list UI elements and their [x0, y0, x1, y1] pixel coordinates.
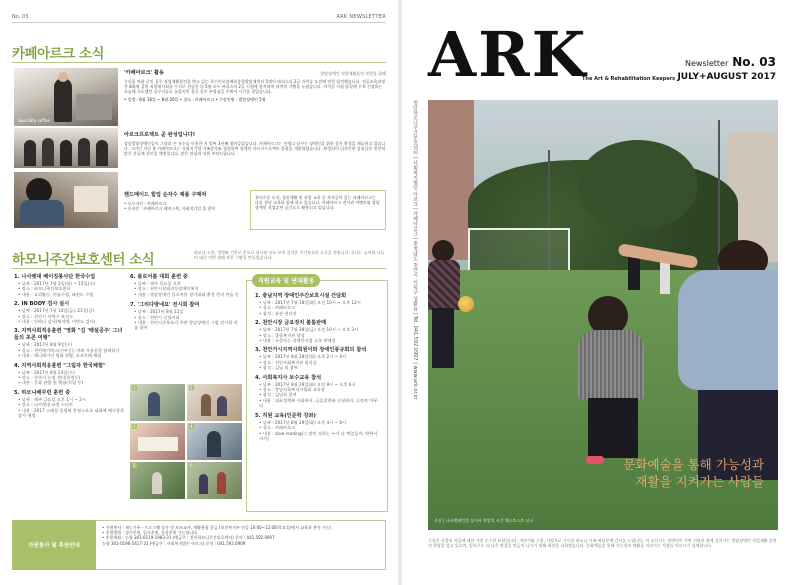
hamoni-item: 3. 지역사회적응훈련 "영화 "김 '백설공주' 그녀들의 초콘 여행" • 날짜 : 2017년 8월 9일(수) • 장소 : 천안메가박스(신부동), 야외 자유공원 함께하기 • 내용 : 애니메이션 영화 관람, 초코카페 체험 — [14, 328, 123, 359]
issue-date: JULY+AUGUST 2017 — [677, 72, 776, 82]
hamoni-item: 7. '그리다방네요' 전시회 참여 • 날짜 : 2017년 8월 11일 • 장소 : 천안시 신당커피 • 내용 : 천안시중보호자 주관 발달장애인 그림 전시회 작품 참여 — [130, 302, 238, 331]
newsletter-word: Newsletter — [685, 59, 729, 68]
cafe-side-note-box — [250, 190, 386, 230]
training-pill: 직원교육 및 연대활동 — [252, 274, 320, 287]
cafe-article-2 — [124, 132, 386, 157]
vertical-strip-text: 천안하모니주간보호센터 | 사회복지법인 아르크 | 카페아르크 | 충청남도 천안시 서북구 성환읍 | Tel. 041.592.0907 | www.ark.or.kr — [412, 100, 418, 400]
hamoni-photo-2: 2 — [187, 384, 242, 421]
cover-photo-caption: 문화예술을 통해 가능성과 재활을 지켜가는 사람들 — [623, 457, 764, 489]
issue-no: No. 03 — [732, 55, 776, 69]
cafe-article-2-body: 종종발달장애인들이 그림과 손 자수를 이용한 지 벌써 3년째 접어들었습니다. 카페아르크는 인생나 꿈꾸는 장애인을 위한 좋은 환경을 제공하고 있습니다. 그러던 지난 봄 카페아르크는 사회적기업 가족상자와 협업하여 장애인 아르크프로젝트 상품을 개발하였습니다. 완성되어 디자인된 상품들은 천천히 많은 분들께 선보일 예정입니다. 많은 관심과 성원 부탁드립니다. — [124, 141, 386, 157]
bottom-note: 그림은 사람의 마음에 대한 가장 순수한 표현입니다. 이야기와 그림, 사랑으로 가득한 하모니 가족 여러분께 감사를 드립니다. 이 소식지는 장애인이 주변 지역과 함께 걸어가는 발달장애인 직업재활 훈련의 현장을 담고 있으며, 앞으로도 더 나은 환경을 만들어 나가기 위해 최선을 다하겠습니다. 문화예술을 통해 가능성과 재활을 지켜가는 사람들 아르크가 함께합니다. — [428, 538, 777, 549]
cafe-article-1-schedule: • 일정 : 6월 16일 ~ 8월 20일 • 장소 : 카페아르크 • 수강인원 : 발달장애인 5명 — [124, 96, 266, 102]
hamoni-photo-1: 1 — [130, 384, 185, 421]
cafe-article-3-body: • 오프라인 : 카페아르크 • 온라인 : 카페아르크 페이스북, 사회적기업 몰 참여 — [124, 201, 216, 212]
training-box — [246, 280, 388, 512]
footer-text: • 자원봉사 : 재능기부 - 프로그램 강사 및 보조교사, 재활용품 분류 (보건복지부 인증 10:00~12:00(목요일)에서 교육과 봉사 가능) • 후원방법 : 정기후원, 일시후원, 물품후원 가능합니다. • 후원계좌 : 농협 301-0119-1983-31 (예금주 : 천안하모니주간보호센터) 문의 : 041.592.0907 농협 301-0196-5417-31 (예금주 : 사회복지법인 아르크) 문의 : 041.592.0909 — [102, 525, 332, 546]
hamoni-item: 1. 나사렛대 베이징봉사단 한국수업 • 날짜 : 2017년 7월 3일(월) ~ 15일(수) • 장소 : 하모니주간보호센터 • 내용 : 요리활동, 미술수업, 태권도 수업 — [14, 274, 96, 297]
left-page — [0, 0, 398, 585]
cafe-article-1-body: 우디움 여름 중인 집중 직업재활훈련을 받고 있는 꼭수이오잠배롱종합발달재센터 5명이 바리스타 2급 자격증 도전에 전원 합격했습니다. 전공교육과정 총 8회에 걸쳐 직업재사회를 수식로 전습한 뒤 5명 모두 바리스타 2급 시험에 합격하여 합격의 기쁨을 누렸습니다. 자격증 시험 당일에 무척 긴장하는 모습에 지도했던 실무자들도 놀랐지만 결국 좋은 부정심을 주면서 시간을 찾았습니다. — [124, 79, 386, 95]
training-item: 1. 충남지역 장애인주간보호시설 간담회 • 날짜 : 2017년 7월 18일(화) 오전 10시 ~ 오후 12시 • 장소 : 카페아르크 • 참석 : 유관 센터장 — [255, 293, 361, 316]
issue-info — [685, 55, 776, 69]
hamoni-item: 2. IN BODY 검사 실시 • 날짜 : 2017년 7월 14일(금), 21일(금) • 장소 : 천안시 서북구 보건소 • 내용 : 인바디 검사(체지방, 비만도 검사) — [14, 301, 96, 325]
training-item: 5. 직원 교육(인문학 강좌) • 날짜 : 2017년 8월 29일(화) 오후 4시 ~ 6시 • 장소 : 카페아르크 • 내용 : slow reading(그 많던 상하는 누가 다 먹었을까; 박완서 저서) — [255, 412, 378, 441]
cafe-article-1-badge: 발달장애인 직업재활훈련 보람을 위해 — [320, 70, 386, 76]
cover-photo — [428, 100, 778, 530]
cover-photo-credit: 사진 | 나사렛배턴업 들어서 희망의 시간 체스토스트 실시 — [434, 518, 534, 523]
cafe-article-1 — [124, 70, 386, 102]
hamoni-item: 4. 지역사회적응훈련 "그림자 한국체험" • 날짜 : 2017년 8월 23일(수) • 장소 : 천주시 농업 센터(풍정동) • 내용 : 문화 관람 및 체험(직업 등) — [14, 362, 106, 386]
cafe-side-note: 흥미로운 도서, 청천재활 및 직업 교육 등 자격증이 있는 카페아르크는 다음 청년 교육과 함께 하고 있습니다. 카페아르크 전시관 이벤트와 발달장애인 직업훈련 공간으로 활용되고 있습니다. — [255, 195, 380, 211]
hamoni-photo-3: 3 — [130, 423, 185, 460]
cafe-article-1-heading: '카페아르크' 활동 — [124, 70, 165, 76]
hamoni-photo-4: 4 — [187, 423, 242, 460]
hamoni-photo-5: 5 — [130, 462, 185, 499]
hamoni-title-rule — [12, 268, 386, 269]
cafe-article-3 — [124, 192, 242, 211]
hamoni-photo-6: 6 — [187, 462, 242, 499]
issue-number: No. 03 — [12, 14, 29, 20]
masthead-ark: ARK — [428, 18, 588, 91]
photo-caption: Specialty coffee — [18, 118, 50, 123]
cafe-photo-embroidery — [14, 172, 118, 228]
hamoni-item: 6. 플로어볼 대회 훈련 중 • 날짜 : 매주 목요일 오후 • 장소 : 천안시천와미동장애인복지 • 내용 : 발달장애인 플로어볼 경기대회 출전 준비 연습 중 — [130, 274, 239, 297]
vertical-strip — [408, 100, 422, 530]
cafe-article-3-heading: 핸드메이드 힘업 순자수 제품 구매처 — [124, 192, 207, 198]
hamoni-item: 5. 하모니배꾸런 훈련 중 • 날짜 : 매주 금요일 오후 1시 ~ 2시 • 장소 : 나사렛대 교정 스타트 • 내용 : 2017 스페셜 올림픽 충청스포츠 대회에 배구종목 참가 예정 — [14, 389, 125, 419]
training-item: 3. 천안거시지역사회원이와 장애인풍규회의 참석 • 날짜 : 2017년 8월 28일(월) 오후 2시 ~ 4시 • 장소 : 천안사회복지관 회의실 • 참석 : 김님 외 참여 — [255, 347, 367, 371]
cafe-photo-group — [14, 128, 118, 168]
cafe-section-title: 카페아르크 소식 — [12, 46, 104, 62]
cafe-article-2-heading: 아르크프로젝트 곧 완성입니다! — [124, 132, 196, 138]
right-page — [402, 0, 800, 585]
hamoni-section-title: 하모니주간보호센터 소식 — [12, 252, 155, 268]
training-item: 2. 천안시장 금요정치 볼룸판매 • 날짜 : 2017년 7월 28일(금) 오전 10시 ~ 오후 3시 • 장소 : 종합복지관 광장 • 내용 : 누상자는 장애인사업 소통 판매장 — [255, 320, 359, 344]
hamoni-col-1 — [14, 274, 126, 419]
cafe-title-rule — [12, 62, 386, 63]
cafe-photo-barista — [14, 68, 118, 126]
hamoni-photo-grid — [130, 384, 242, 500]
newsletter-label: ARK NEWSLETTER — [336, 14, 386, 20]
header-divider — [12, 22, 386, 23]
hamoni-intro: 하모니 소풍, 갯벌와 기후로 운모로 하나된 모두 모여 즐거운 주간보호의 소식을 전합니다. 신나는 놀이와 나들이 대신 이번 생에 작은 기쁨을 만들었습니다. — [194, 250, 385, 261]
training-item: 4. 사회복지사 보수교육 참석 • 날짜 : 2017년 8월 29일(화) 오전 9시 ~ 오후 6시 • 장소 : 충남사회복지사협회 교육장 • 참석 : 김님외 참여 • 내용 : 대표정행복 사회복지, 금읍달편화 신청관리, 긍정관 마무리 — [255, 374, 378, 409]
masthead-subtitle: The Art & Rehabilitation Keepers — [582, 76, 676, 82]
footer-panel-label: 자원봉사 및 후원안내 — [12, 520, 96, 570]
hamoni-col-2 — [130, 274, 240, 331]
